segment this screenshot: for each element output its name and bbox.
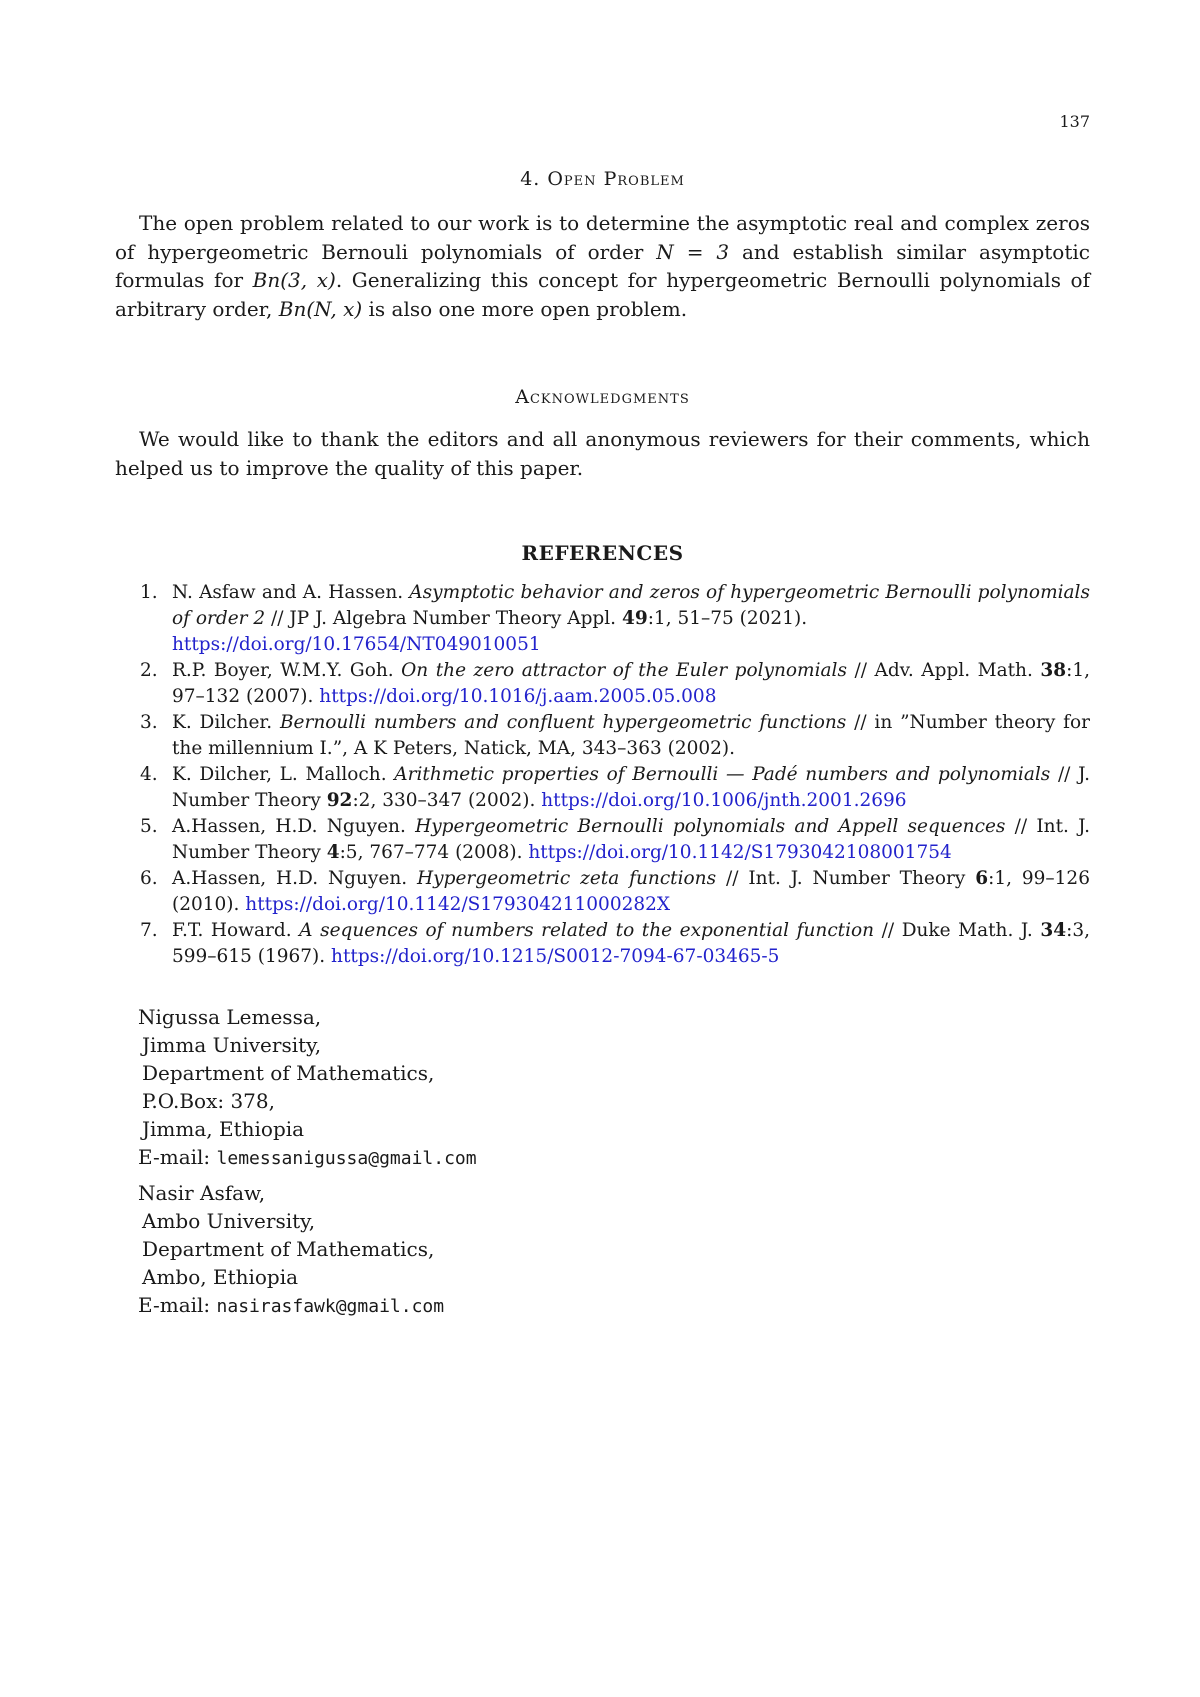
references-heading: REFERENCES [521,541,684,565]
author-email[interactable]: lemessanigussa@gmail.com [216,1148,477,1169]
reference-item [140,580,1090,658]
reference-journal: J. Number Theory [172,764,1090,811]
reference-details: :1, 97–132 (2007). [172,660,1091,707]
reference-journal: in ”Number theory for the millennium I.”, A K Peters, Natick, MA, 343–363 (2002). [172,712,1090,759]
reference-number: 2. [140,660,158,681]
reference-separator: // [854,660,867,681]
author-department: Department of Mathematics, [142,1237,435,1261]
reference-volume: 4 [326,842,340,863]
reference-volume: 6 [975,868,989,889]
math-formula: Bn(N, x) [278,296,363,321]
author-email-row [138,1143,838,1173]
reference-item [140,814,1090,866]
reference-details: :1, 51–75 (2021). [647,608,808,629]
email-label: E-mail: [138,1293,211,1317]
reference-separator: // [881,920,895,941]
author-addresses [138,1003,838,1327]
reference-item [140,918,1090,970]
reference-number: 6. [140,868,158,889]
reference-number: 5. [140,816,158,837]
reference-separator: // [1057,764,1071,785]
reference-doi-link[interactable]: https://doi.org/10.1215/S0012-7094-67-03465-5 [331,946,780,967]
reference-journal: Int. J. Number Theory [172,816,1091,863]
author-name: Nigussa Lemessa, [138,1005,322,1029]
reference-details: :1, 99–126 (2010). [172,868,1090,915]
author-pobox: P.O.Box: 378, [142,1089,275,1113]
text-segment: is also one more open problem. [362,296,688,321]
author-address-block [138,1179,838,1321]
reference-authors: F.T. Howard. [172,920,292,941]
reference-title: A sequences of numbers related to the exponential function [299,920,875,941]
section-heading-open-problem: 4. Open Problem [520,168,685,190]
author-email-row [138,1291,838,1321]
reference-authors: R.P. Boyer, W.M.Y. Goh. [172,660,394,681]
reference-title: Hypergeometric zeta functions [417,868,717,889]
reference-separator: // [854,712,867,733]
reference-authors: A.Hassen, H.D. Nguyen. [172,868,408,889]
page-number: 137 [1059,112,1090,131]
author-name: Nasir Asfaw, [138,1181,266,1205]
math-formula: N = 3 [656,239,730,264]
author-location: Ambo, Ethiopia [142,1265,299,1289]
section-heading-acknowledgments: Acknowledgments [515,386,690,408]
author-email[interactable]: nasirasfawk@gmail.com [216,1296,445,1317]
reference-title: On the zero attractor of the Euler polynomials [401,660,847,681]
author-affiliation: Jimma University, [142,1033,322,1057]
author-affiliation: Ambo University, [142,1209,316,1233]
reference-number: 7. [140,920,158,941]
email-label: E-mail: [138,1145,211,1169]
reference-details: :5, 767–774 (2008). [339,842,523,863]
reference-journal: Adv. Appl. Math. [874,660,1033,681]
text-segment: . Generalizing this concept for hypergeometric Bernoulli polynomials of arbitrary order, [115,268,1091,321]
reference-doi-link[interactable]: https://doi.org/10.1016/j.aam.2005.05.008 [319,686,717,707]
reference-number: 4. [140,764,158,785]
acknowledgments-paragraph: We would like to thank the editors and all anonymous reviewers for their comments, which helped us to improve the quality of this paper. [115,427,1090,480]
reference-item [140,866,1090,918]
reference-journal: JP J. Algebra Number Theory Appl. [289,608,617,629]
reference-authors: N. Asfaw and A. Hassen. [172,582,404,603]
reference-doi-link[interactable]: https://doi.org/10.1142/S179304211000282X [245,894,671,915]
reference-doi-link[interactable]: https://doi.org/10.1142/S1793042108001754 [528,842,952,863]
reference-separator: // [1014,816,1028,837]
reference-item [140,762,1090,814]
author-department: Department of Mathematics, [142,1061,435,1085]
reference-list [140,580,1090,970]
reference-authors: K. Dilcher. [172,712,273,733]
reference-number: 1. [140,582,158,603]
reference-journal: Duke Math. J. [901,920,1033,941]
reference-volume: 49 [621,608,648,629]
reference-item [140,710,1090,762]
reference-journal: Int. J. Number Theory [748,868,966,889]
open-problem-paragraph [115,209,1090,323]
math-formula: Bn(3, x) [252,268,336,292]
author-address-block [138,1003,838,1173]
reference-doi-link[interactable]: https://doi.org/10.1006/jnth.2001.2696 [541,790,907,811]
reference-doi-link[interactable]: https://doi.org/10.17654/NT049010051 [172,634,541,655]
reference-separator: // [271,608,284,629]
reference-volume: 92 [326,790,353,811]
reference-details: :3, 599–615 (1967). [172,920,1090,967]
reference-authors: A.Hassen, H.D. Nguyen. [172,816,406,837]
reference-number: 3. [140,712,158,733]
reference-details: :2, 330–347 (2002). [352,790,536,811]
reference-title: Arithmetic properties of Bernoulli — Padé numbers and polynomials [394,764,1051,785]
reference-item [140,658,1090,710]
reference-authors: K. Dilcher, L. Malloch. [172,764,387,785]
reference-title: Asymptotic behavior and zeros of hypergeometric Bernoulli polynomials of order 2 [172,582,1090,629]
text-segment: The open problem related to our work is to determine the asymptotic real and complex zeros of hypergeometric Bernouli polynomials of order [115,211,1090,264]
author-location: Jimma, Ethiopia [142,1117,305,1141]
reference-volume: 34 [1040,920,1067,941]
text-segment: and establish similar asymptotic formulas for [115,239,1090,292]
reference-title: Hypergeometric Bernoulli polynomials and Appell sequences [415,816,1006,837]
reference-volume: 38 [1040,660,1067,681]
reference-title: Bernoulli numbers and confluent hypergeometric functions [279,712,847,733]
reference-separator: // [725,868,739,889]
